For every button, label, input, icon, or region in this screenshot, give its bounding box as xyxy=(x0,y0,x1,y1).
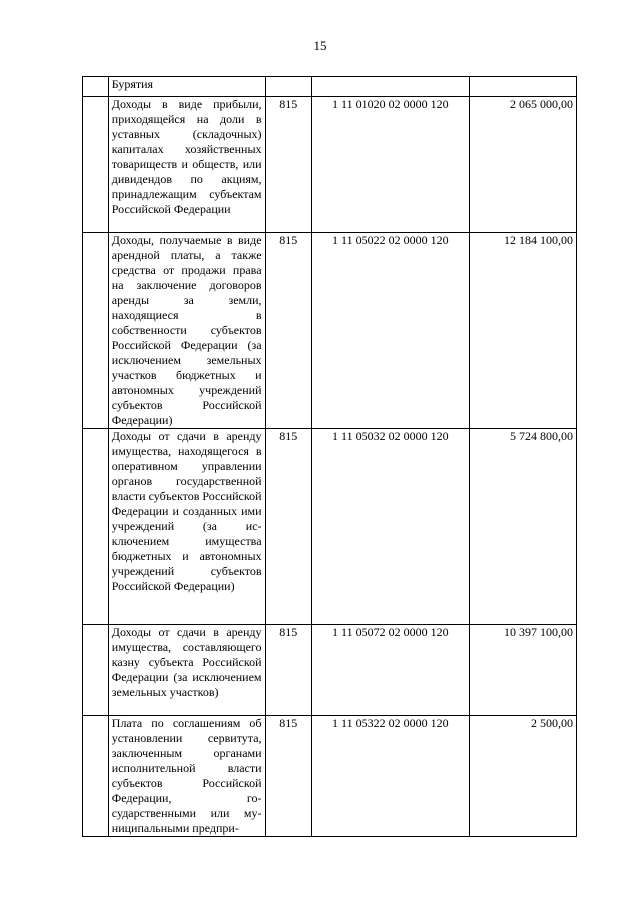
admin-code-cell xyxy=(265,77,311,97)
table-row xyxy=(83,233,577,429)
empty-cell xyxy=(83,625,109,716)
admin-code-cell: 815 xyxy=(265,716,311,837)
amount-cell: 5 724 800,00 xyxy=(469,429,576,625)
budget-code-cell: 1 11 05072 02 0000 120 xyxy=(311,625,469,716)
empty-cell xyxy=(83,97,109,233)
table-row xyxy=(83,716,577,837)
table-row xyxy=(83,97,577,233)
description-cell: Доходы в виде прибыли, приходящейся на доли в уставных (складочных) капиталах хозяйственных товариществ и обществ, или дивидендов по акциям, принадлежащим субъектам Российской Федерации xyxy=(108,97,265,233)
admin-code-cell: 815 xyxy=(265,429,311,625)
description-cell: Плата по соглашениям об установлении сервитута, заключенным органами исполнительной власти субъектов Российской Федерации, государственными или муниципальными предпри- xyxy=(108,716,265,837)
admin-code-cell: 815 xyxy=(265,233,311,429)
revenue-table xyxy=(82,76,577,837)
amount-cell: 10 397 100,00 xyxy=(469,625,576,716)
empty-cell xyxy=(83,77,109,97)
description-cell: Бурятия xyxy=(108,77,265,97)
description-cell: Доходы от сдачи в аренду имущества, составляющего казну субъекта Российской Федерации (за исключением земельных участков) xyxy=(108,625,265,716)
empty-cell xyxy=(83,429,109,625)
amount-cell xyxy=(469,77,576,97)
budget-code-cell: 1 11 05032 02 0000 120 xyxy=(311,429,469,625)
amount-cell: 2 065 000,00 xyxy=(469,97,576,233)
description-cell: Доходы, получаемые в виде арендной платы, а также средства от продажи права на заключение договоров аренды за земли, находящиеся в собственности субъектов Российской Федерации (за исключением земельных участков бюджетных и автономных учреждений субъектов Российской Федерации) xyxy=(108,233,265,429)
budget-code-cell: 1 11 01020 02 0000 120 xyxy=(311,97,469,233)
admin-code-cell: 815 xyxy=(265,97,311,233)
amount-cell: 2 500,00 xyxy=(469,716,576,837)
amount-cell: 12 184 100,00 xyxy=(469,233,576,429)
budget-code-cell: 1 11 05022 02 0000 120 xyxy=(311,233,469,429)
budget-code-cell: 1 11 05322 02 0000 120 xyxy=(311,716,469,837)
empty-cell xyxy=(83,716,109,837)
empty-cell xyxy=(83,233,109,429)
budget-code-cell xyxy=(311,77,469,97)
description-cell: Доходы от сдачи в аренду имущества, находящегося в оперативном управлении органов государственной власти субъектов Российской Федерации и созданных ими учреждений (за исключением имущества бюджетных и автономных учреждений субъектов Российской Федерации) xyxy=(108,429,265,625)
table-row xyxy=(83,625,577,716)
page-number: 15 xyxy=(313,38,327,53)
admin-code-cell: 815 xyxy=(265,625,311,716)
table-row xyxy=(83,77,577,97)
table-row xyxy=(83,429,577,625)
